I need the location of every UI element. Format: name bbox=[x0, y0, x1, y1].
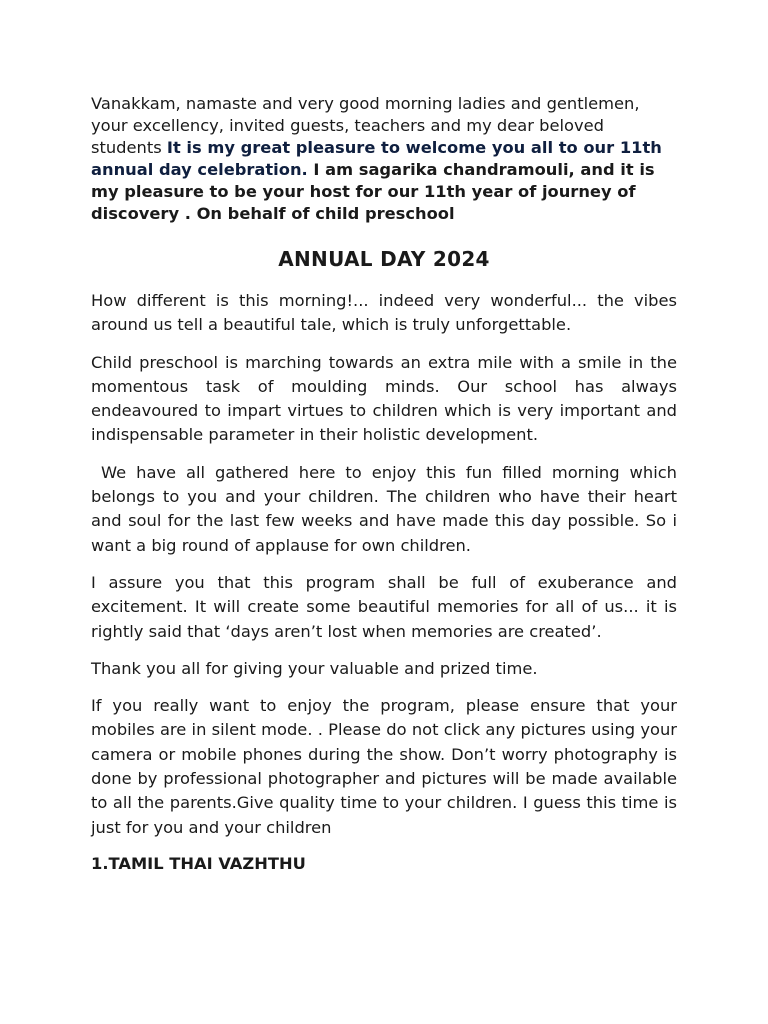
paragraph-thanks: Thank you all for giving your valuable and prized time. bbox=[91, 658, 538, 678]
paragraph-assure: I assure you that this program shall be full of exuberance and excitement. It will create some beautiful memories for all of us... it is rightly said that ‘days aren’t lost when memories are created’. bbox=[91, 572, 677, 641]
paragraph-gathered: We have all gathered here to enjoy this fun filled morning which belongs to you and your children. The children who have their heart and soul for the last few weeks and have made this day possible. So i want a big round of applause for own children. bbox=[91, 462, 683, 555]
intro-paragraph bbox=[91, 93, 677, 225]
paragraph-preschool: Child preschool is marching towards an extra mile with a smile in the momentous task of moulding minds. Our school has always endeavoured to impart virtues to children which is very important and indispensable parameter in their holistic development. bbox=[91, 352, 677, 445]
document-heading: ANNUAL DAY 2024 bbox=[278, 247, 490, 271]
intro-host: I am sagarika chandramouli, and it is my pleasure to be your host for our 11th year of journey of discovery . On behalf of child preschool bbox=[91, 160, 655, 223]
intro-greeting: Vanakkam, namaste and very good morning ladies and gentlemen, your excellency, invited guests, teachers and my dear beloved students bbox=[91, 94, 640, 157]
intro-welcome: It is my great pleasure to welcome you all to our 11th annual day celebration. bbox=[91, 138, 662, 179]
document-page bbox=[91, 93, 683, 875]
program-item-1: 1.TAMIL THAI VAZHTHU bbox=[91, 853, 306, 873]
paragraph-morning: How different is this morning!... indeed very wonderful... the vibes around us tell a beautiful tale, which is truly unforgettable. bbox=[91, 291, 677, 335]
paragraph-mobiles: If you really want to enjoy the program, please ensure that your mobiles are in silent mode. . Please do not click any pictures using your camera or mobile phones during the show. Don’t worry photography is done by professional photographer and pictures will be made available to all the parents.Give quality time to your children. I guess this time is just for you and your children bbox=[91, 696, 677, 837]
